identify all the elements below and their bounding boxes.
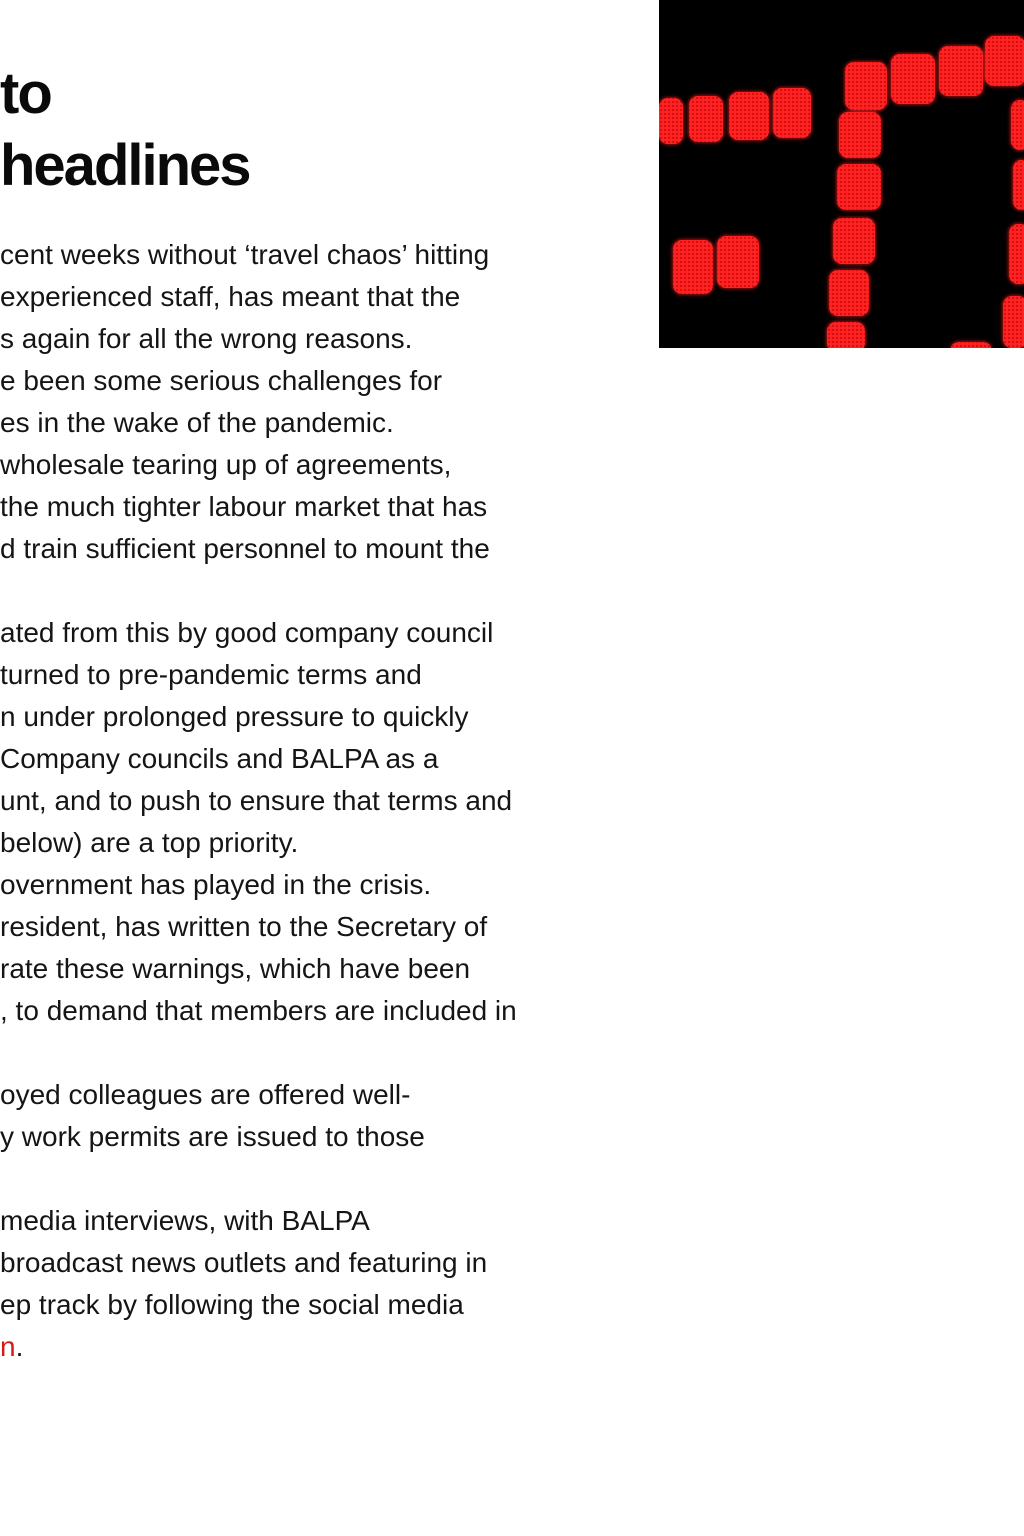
led-cell — [1009, 224, 1024, 284]
body-line-blank — [0, 1158, 600, 1200]
social-media-link[interactable]: n — [0, 1331, 16, 1362]
led-cell — [829, 270, 869, 316]
headline-line-1: to — [0, 61, 51, 126]
article-body — [0, 234, 600, 1368]
led-cell — [773, 88, 811, 138]
led-cell — [717, 236, 759, 288]
body-line: ep track by following the social media — [0, 1289, 464, 1320]
body-line-blank — [0, 570, 600, 612]
body-line: below) are a top priority. — [0, 827, 299, 858]
body-line: unt, and to push to ensure that terms and — [0, 785, 513, 816]
article-headline — [0, 58, 640, 202]
led-board-image — [659, 0, 1024, 348]
body-line: experienced staff, has meant that the — [0, 281, 461, 312]
led-cell — [951, 342, 991, 348]
body-line: e been some serious challenges for — [0, 365, 443, 396]
body-line: broadcast news outlets and featuring in — [0, 1247, 488, 1278]
led-cell — [985, 36, 1024, 86]
led-cell — [689, 96, 723, 142]
body-line: , to demand that members are included in — [0, 995, 517, 1026]
body-line: s again for all the wrong reasons. — [0, 323, 413, 354]
body-line-last — [0, 1326, 600, 1368]
led-cell — [827, 322, 865, 348]
body-line: resident, has written to the Secretary of — [0, 911, 488, 942]
led-cell — [833, 218, 875, 264]
led-board-photo — [659, 0, 1024, 348]
body-line-end-punctuation: . — [15, 1331, 24, 1362]
body-line: cent weeks without ‘travel chaos’ hitting — [0, 239, 490, 270]
body-line: es in the wake of the pandemic. — [0, 407, 394, 438]
led-cell — [839, 112, 881, 158]
body-line: d train sufficient personnel to mount the — [0, 533, 490, 564]
body-line: wholesale tearing up of agreements, — [0, 449, 452, 480]
led-cell — [891, 54, 935, 104]
body-line-blank — [0, 1032, 600, 1074]
led-cell — [673, 240, 713, 294]
led-cell — [1011, 100, 1024, 150]
led-cell — [939, 46, 983, 96]
body-line: n under prolonged pressure to quickly — [0, 701, 469, 732]
body-line: Company councils and BALPA as a — [0, 743, 439, 774]
body-line: media interviews, with BALPA — [0, 1205, 370, 1236]
headline-line-2: headlines — [0, 133, 250, 198]
led-cell — [1013, 160, 1024, 210]
led-cell — [729, 92, 769, 140]
led-cell — [659, 98, 683, 144]
body-line: oyed colleagues are offered well- — [0, 1079, 411, 1110]
led-cell — [845, 62, 887, 110]
body-line: the much tighter labour market that has — [0, 491, 488, 522]
led-cell — [837, 164, 881, 210]
body-line: rate these warnings, which have been — [0, 953, 471, 984]
led-cell — [1003, 296, 1024, 348]
body-line: ated from this by good company council — [0, 617, 494, 648]
body-line: turned to pre-pandemic terms and — [0, 659, 422, 690]
body-line: y work permits are issued to those — [0, 1121, 425, 1152]
body-line: overnment has played in the crisis. — [0, 869, 432, 900]
